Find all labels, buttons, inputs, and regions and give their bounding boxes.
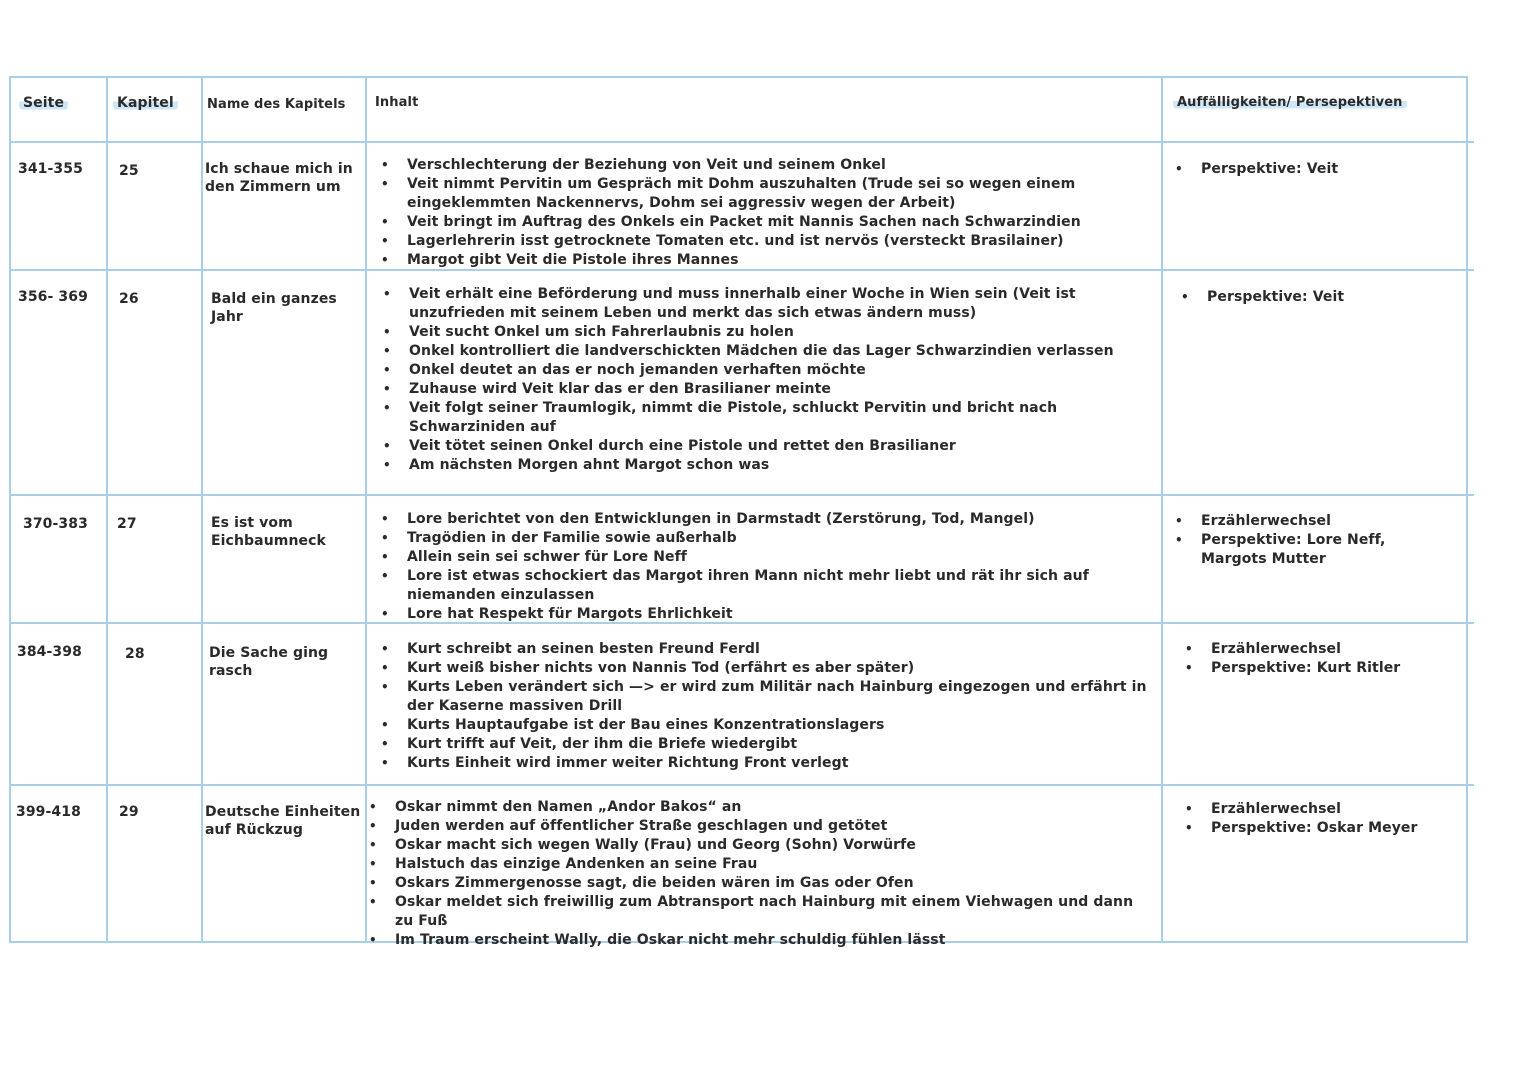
- list-item: • Lore hat Respekt für Margots Ehrlichkeit: [381, 605, 1156, 624]
- list-item: • Kurt trifft auf Veit, der ihm die Briefe wiedergibt: [381, 735, 1156, 754]
- list-item: • Am nächsten Morgen ahnt Margot schon was: [383, 456, 1156, 475]
- list-item: • Perspektive: Lore Neff, Margots Mutter: [1175, 531, 1425, 569]
- header-auffaelligkeiten-label: Auffälligkeiten/ Persepektiven: [1173, 95, 1407, 110]
- list-item: • Kurts Hauptaufgabe ist der Bau eines Konzentrationslagers: [381, 716, 1156, 735]
- list-item: • Veit folgt seiner Traumlogik, nimmt die Pistole, schluckt Pervitin und bricht nach Schwarziniden auf: [383, 399, 1156, 437]
- row4-auffaelligkeiten-list: [1185, 640, 1460, 678]
- header-auffaelligkeiten: [1173, 94, 1463, 112]
- row3-auffaelligkeiten-list: [1175, 512, 1425, 569]
- row1-inhalt: [381, 156, 1156, 270]
- row3-inhalt: [381, 510, 1156, 624]
- list-item: • Oskar macht sich wegen Wally (Frau) und Georg (Sohn) Vorwürfe: [369, 836, 1156, 855]
- list-item: • Kurt schreibt an seinen besten Freund Ferdl: [381, 640, 1156, 659]
- row2-name: Bald ein ganzes Jahr: [211, 291, 337, 325]
- row1-name: Ich schaue mich in den Zimmern um: [205, 161, 353, 195]
- header-name: [207, 96, 363, 114]
- list-item: • Margot gibt Veit die Pistole ihres Mannes: [381, 251, 1156, 270]
- row5-inhalt-list: [369, 798, 1156, 950]
- list-item: • Oskar meldet sich freiwillig zum Abtransport nach Hainburg mit einem Viehwagen und dann zu Fuß: [369, 893, 1156, 931]
- header-seite-label: Seite: [19, 95, 68, 111]
- list-item: • Perspektive: Kurt Ritler: [1185, 659, 1460, 678]
- row3-inhalt-list: [381, 510, 1156, 624]
- row2-inhalt: [383, 285, 1156, 475]
- row-divider: [11, 494, 1474, 496]
- row3-name: Es ist vom Eichbaumneck: [211, 515, 326, 549]
- row4-name: Die Sache ging rasch: [209, 645, 329, 679]
- column-divider: [201, 78, 203, 941]
- row2-auffaelligkeiten: [1181, 288, 1460, 307]
- list-item: • Perspektive: Veit: [1181, 288, 1460, 307]
- row5-auffaelligkeiten: [1185, 800, 1460, 838]
- list-item: • Oskars Zimmergenosse sagt, die beiden wären im Gas oder Ofen: [369, 874, 1156, 893]
- list-item: • Oskar nimmt den Namen „Andor Bakos“ an: [369, 798, 1156, 817]
- row2-auffaelligkeiten-list: [1181, 288, 1460, 307]
- row2-seite: 356- 369: [18, 289, 88, 305]
- list-item: • Verschlechterung der Beziehung von Veit und seinem Onkel: [381, 156, 1156, 175]
- row1-kapitel: 25: [119, 163, 139, 179]
- column-divider: [365, 78, 367, 941]
- list-item: • Lagerlehrerin isst getrocknete Tomaten etc. und ist nervös (versteckt Brasilainer): [381, 232, 1156, 251]
- row1-seite: 341-355: [18, 161, 83, 177]
- header-seite: [19, 94, 103, 112]
- row4-inhalt: [381, 640, 1156, 773]
- row3-kapitel: 27: [117, 516, 137, 532]
- list-item: • Onkel deutet an das er noch jemanden verhaften möchte: [383, 361, 1156, 380]
- row4-auffaelligkeiten: [1185, 640, 1460, 678]
- list-item: • Erzählerwechsel: [1175, 512, 1425, 531]
- row5-inhalt: [369, 798, 1156, 950]
- row1-auffaelligkeiten-list: [1175, 160, 1460, 179]
- list-item: • Kurt weiß bisher nichts von Nannis Tod (erfährt es aber später): [381, 659, 1156, 678]
- list-item: • Zuhause wird Veit klar das er den Brasilianer meinte: [383, 380, 1156, 399]
- list-item: • Onkel kontrolliert die landverschickten Mädchen die das Lager Schwarzindien verlassen: [383, 342, 1156, 361]
- row2-kapitel: 26: [119, 291, 139, 307]
- list-item: • Kurts Leben verändert sich —> er wird zum Militär nach Hainburg eingezogen und erfährt in der Kaserne massiven Drill: [381, 678, 1156, 716]
- row-divider: [11, 141, 1474, 143]
- list-item: • Lore ist etwas schockiert das Margot ihren Mann nicht mehr liebt und rät ihr sich auf niemanden einzulassen: [381, 567, 1156, 605]
- row2-inhalt-list: [383, 285, 1156, 475]
- row4-inhalt-list: [381, 640, 1156, 773]
- row4-seite: 384-398: [17, 644, 82, 660]
- list-item: • Veit erhält eine Beförderung und muss innerhalb einer Woche in Wien sein (Veit ist unzufrieden mit seinem Leben und merkt das sich etwas ändern muss): [383, 285, 1156, 323]
- row-divider: [11, 784, 1474, 786]
- list-item: • Im Traum erscheint Wally, die Oskar nicht mehr schuldig fühlen lässt: [369, 931, 1156, 950]
- chapter-summary-table: [9, 76, 1468, 948]
- column-divider: [1161, 78, 1163, 941]
- header-inhalt: [375, 94, 575, 112]
- list-item: • Erzählerwechsel: [1185, 640, 1460, 659]
- row1-inhalt-list: [381, 156, 1156, 270]
- column-divider: [106, 78, 108, 941]
- row5-seite: 399-418: [16, 804, 81, 820]
- header-kapitel-label: Kapitel: [113, 95, 178, 111]
- list-item: • Lore berichtet von den Entwicklungen in Darmstadt (Zerstörung, Tod, Mangel): [381, 510, 1156, 529]
- list-item: • Veit nimmt Pervitin um Gespräch mit Dohm auszuhalten (Trude sei so wegen einem eingeklemmten Nackennervs, Dohm sei aggressiv wegen der Arbeit): [381, 175, 1156, 213]
- list-item: • Juden werden auf öffentlicher Straße geschlagen und getötet: [369, 817, 1156, 836]
- list-item: • Veit tötet seinen Onkel durch eine Pistole und rettet den Brasilianer: [383, 437, 1156, 456]
- header-name-label: Name des Kapitels: [207, 97, 346, 112]
- header-kapitel: [113, 94, 199, 112]
- row5-kapitel: 29: [119, 804, 139, 820]
- row3-auffaelligkeiten: [1175, 512, 1425, 569]
- list-item: • Perspektive: Oskar Meyer: [1185, 819, 1460, 838]
- list-item: • Allein sein sei schwer für Lore Neff: [381, 548, 1156, 567]
- list-item: • Veit bringt im Auftrag des Onkels ein Packet mit Nannis Sachen nach Schwarzindien: [381, 213, 1156, 232]
- row5-name: Deutsche Einheiten auf Rückzug: [205, 804, 361, 838]
- row4-kapitel: 28: [125, 646, 145, 662]
- list-item: • Veit sucht Onkel um sich Fahrerlaubnis zu holen: [383, 323, 1156, 342]
- list-item: • Perspektive: Veit: [1175, 160, 1460, 179]
- row3-seite: 370-383: [23, 516, 88, 532]
- row5-auffaelligkeiten-list: [1185, 800, 1460, 838]
- row1-auffaelligkeiten: [1175, 160, 1460, 179]
- list-item: • Erzählerwechsel: [1185, 800, 1460, 819]
- list-item: • Tragödien in der Familie sowie außerhalb: [381, 529, 1156, 548]
- list-item: • Kurts Einheit wird immer weiter Richtung Front verlegt: [381, 754, 1156, 773]
- header-inhalt-label: Inhalt: [375, 95, 419, 110]
- list-item: • Halstuch das einzige Andenken an seine Frau: [369, 855, 1156, 874]
